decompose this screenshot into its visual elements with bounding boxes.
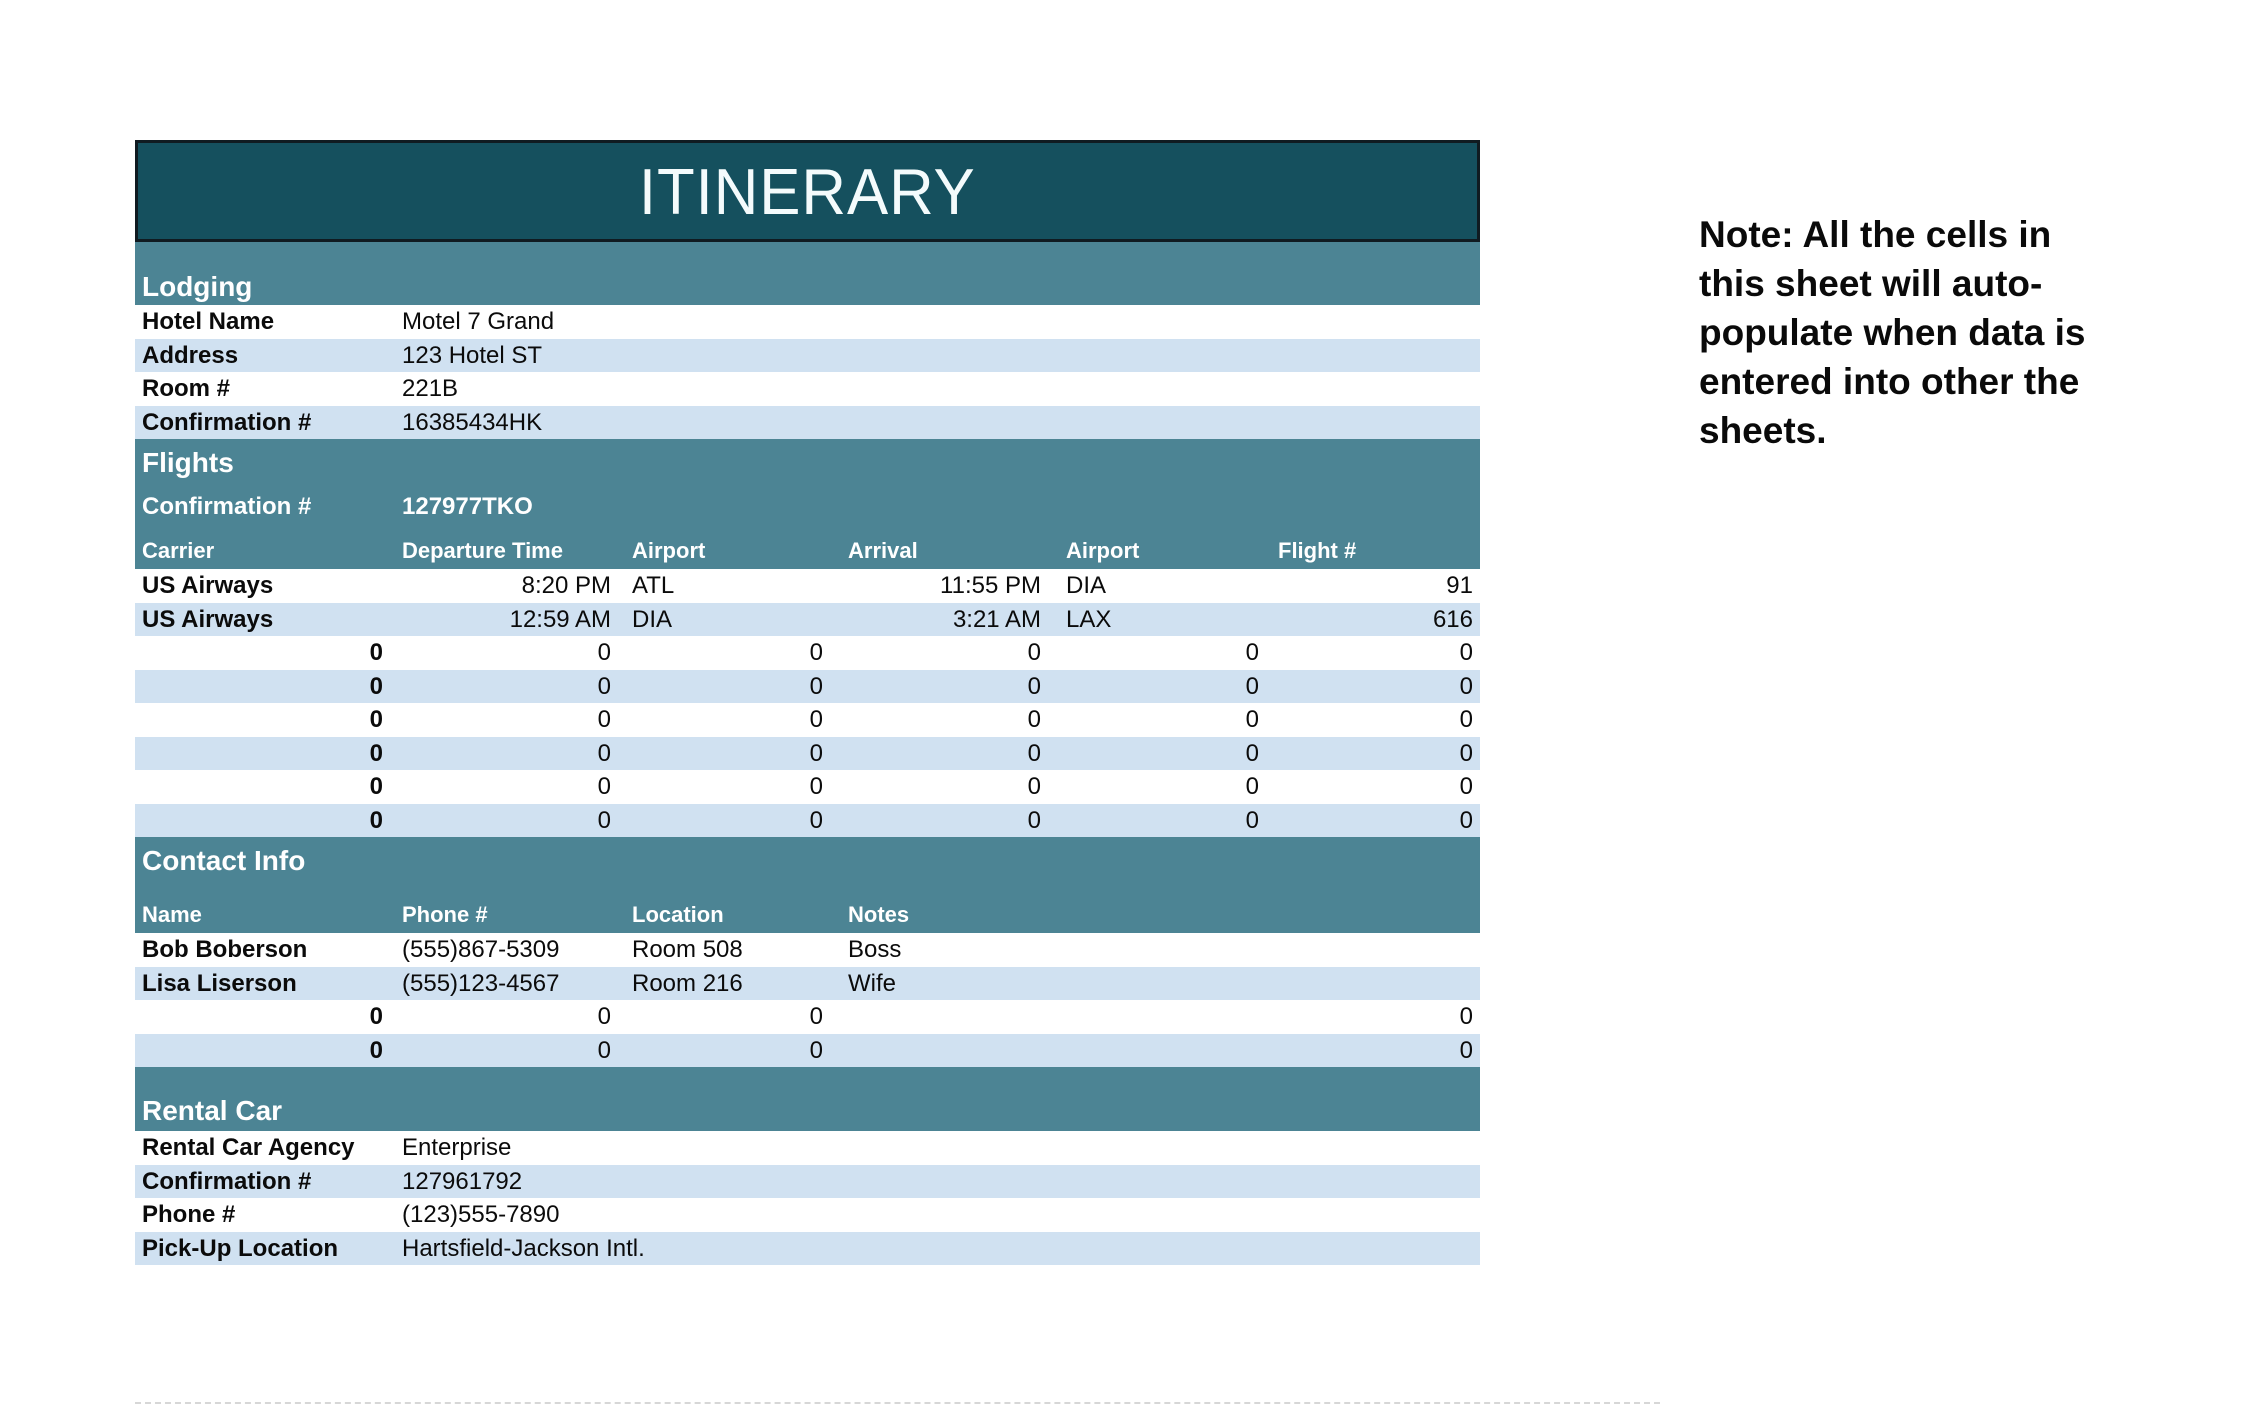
flights-rows — [135, 569, 1480, 837]
cell: 0 — [1027, 706, 1041, 733]
cell: 0 — [1245, 706, 1259, 733]
table-row — [135, 339, 1480, 373]
contact-column-headers — [135, 902, 1480, 928]
rental-value: 127961792 — [402, 1167, 523, 1195]
cell: DIA — [632, 605, 673, 633]
cell: 0 — [597, 706, 611, 733]
table-row — [135, 569, 1480, 603]
cell: 0 — [597, 1036, 611, 1064]
auto-populate-note: Note: All the cells in this sheet will auto- populate when data is entered into other the sheets. — [1699, 214, 2086, 451]
cell: 0 — [369, 706, 383, 733]
table-row — [135, 636, 1480, 670]
cell: 8:20 PM — [521, 572, 611, 599]
lodging-label: Room # — [142, 375, 231, 402]
table-row — [135, 967, 1480, 1001]
column-header: Phone # — [402, 901, 488, 927]
cell: 0 — [597, 806, 611, 834]
cell: 0 — [1459, 739, 1473, 767]
rental-rows — [135, 1131, 1480, 1265]
lodging-label: Hotel Name — [142, 308, 275, 335]
rental-section-header — [135, 1067, 1480, 1131]
table-row — [135, 1165, 1480, 1199]
cell: 0 — [369, 672, 383, 700]
flights-title: Flights — [142, 447, 234, 478]
cell: DIA — [1066, 572, 1107, 599]
cell: Lisa Liserson — [142, 969, 297, 997]
table-row — [135, 933, 1480, 967]
table-row — [135, 804, 1480, 838]
cell: 0 — [809, 739, 823, 767]
lodging-title: Lodging — [142, 271, 253, 302]
cell: 0 — [1245, 672, 1259, 700]
rental-value: (123)555-7890 — [402, 1201, 560, 1228]
cell: 0 — [809, 806, 823, 834]
cell: 11:55 PM — [940, 572, 1041, 599]
cell: 616 — [1432, 605, 1473, 633]
cell: 0 — [1027, 639, 1041, 666]
page-break-line — [135, 1402, 1660, 1404]
cell: (555)867-5309 — [402, 936, 560, 963]
table-row — [135, 305, 1480, 339]
rental-value: Hartsfield-Jackson Intl. — [402, 1234, 645, 1262]
rental-label: Phone # — [142, 1201, 236, 1228]
column-header: Flight # — [1278, 537, 1357, 563]
cell: 0 — [1459, 773, 1473, 800]
flights-confirmation-value: 127977TKO — [402, 492, 533, 520]
lodging-section-header — [135, 242, 1480, 305]
cell: 0 — [369, 773, 383, 800]
cell: (555)123-4567 — [402, 969, 560, 997]
rental-label: Rental Car Agency — [142, 1134, 355, 1161]
cell: 3:21 AM — [952, 605, 1041, 633]
cell: 0 — [597, 773, 611, 800]
cell: Room 508 — [632, 936, 743, 963]
cell: 0 — [597, 672, 611, 700]
table-row — [135, 1034, 1480, 1068]
cell: 0 — [1245, 739, 1259, 767]
cell: 0 — [1027, 672, 1041, 700]
cell: 0 — [1245, 773, 1259, 800]
cell: 0 — [369, 739, 383, 767]
flights-column-headers — [135, 538, 1480, 564]
flights-confirmation-label: Confirmation # — [142, 492, 312, 520]
lodging-label: Address — [142, 341, 239, 369]
cell: 0 — [1245, 806, 1259, 834]
cell: Wife — [848, 969, 896, 997]
column-header: Arrival — [848, 537, 918, 563]
column-header: Airport — [1066, 537, 1140, 563]
flights-confirmation-row — [135, 493, 1480, 522]
cell: 0 — [1459, 1036, 1473, 1064]
table-row — [135, 703, 1480, 737]
cell: 0 — [1459, 706, 1473, 733]
cell: 0 — [809, 706, 823, 733]
flights-section-header — [135, 439, 1480, 569]
column-header: Name — [142, 901, 202, 927]
cell: 0 — [1027, 806, 1041, 834]
column-header: Location — [632, 901, 724, 927]
rental-label: Pick-Up Location — [142, 1234, 339, 1262]
column-header: Carrier — [142, 537, 215, 563]
cell: 0 — [597, 739, 611, 767]
lodging-value: Motel 7 Grand — [402, 308, 555, 335]
table-row — [135, 1232, 1480, 1266]
cell: US Airways — [142, 572, 274, 599]
cell: 0 — [597, 639, 611, 666]
sheet-title: ITINERARY — [639, 154, 976, 228]
cell: 0 — [1027, 739, 1041, 767]
table-row — [135, 1198, 1480, 1232]
cell: LAX — [1066, 605, 1112, 633]
cell: 0 — [1459, 806, 1473, 834]
table-row — [135, 372, 1480, 406]
cell: 0 — [369, 639, 383, 666]
cell: Bob Boberson — [142, 936, 308, 963]
cell: 0 — [1459, 672, 1473, 700]
lodging-label: Confirmation # — [142, 408, 312, 436]
table-row — [135, 770, 1480, 804]
contact-rows — [135, 933, 1480, 1067]
cell: 0 — [597, 1003, 611, 1030]
table-row — [135, 406, 1480, 440]
cell: US Airways — [142, 605, 274, 633]
table-row — [135, 1000, 1480, 1034]
cell: 0 — [369, 806, 383, 834]
cell: Boss — [848, 936, 902, 963]
column-header: Departure Time — [402, 537, 563, 563]
rental-label: Confirmation # — [142, 1167, 312, 1195]
column-header: Notes — [848, 901, 910, 927]
cell: 0 — [369, 1003, 383, 1030]
lodging-value: 16385434HK — [402, 408, 543, 436]
table-row — [135, 737, 1480, 771]
cell: 0 — [369, 1036, 383, 1064]
cell: ATL — [632, 572, 675, 599]
cell: 0 — [1459, 1003, 1473, 1030]
column-header: Airport — [632, 537, 706, 563]
lodging-value: 123 Hotel ST — [402, 341, 543, 369]
cell: 0 — [809, 672, 823, 700]
table-row — [135, 1131, 1480, 1165]
cell: Room 216 — [632, 969, 743, 997]
table-row — [135, 603, 1480, 637]
contact-title: Contact Info — [142, 845, 306, 876]
cell: 0 — [809, 1036, 823, 1064]
contact-section-header — [135, 837, 1480, 933]
cell: 0 — [1027, 773, 1041, 800]
cell: 0 — [809, 773, 823, 800]
cell: 12:59 AM — [509, 605, 611, 633]
cell: 0 — [809, 1003, 823, 1030]
lodging-rows — [135, 305, 1480, 439]
itinerary-sheet — [135, 140, 1480, 1265]
cell: 0 — [1245, 639, 1259, 666]
cell: 0 — [1459, 639, 1473, 666]
table-row — [135, 670, 1480, 704]
lodging-value: 221B — [402, 375, 459, 402]
rental-value: Enterprise — [402, 1134, 512, 1161]
rental-title: Rental Car — [142, 1095, 283, 1126]
cell: 91 — [1446, 572, 1473, 599]
title-bar — [135, 140, 1480, 242]
cell: 0 — [809, 639, 823, 666]
